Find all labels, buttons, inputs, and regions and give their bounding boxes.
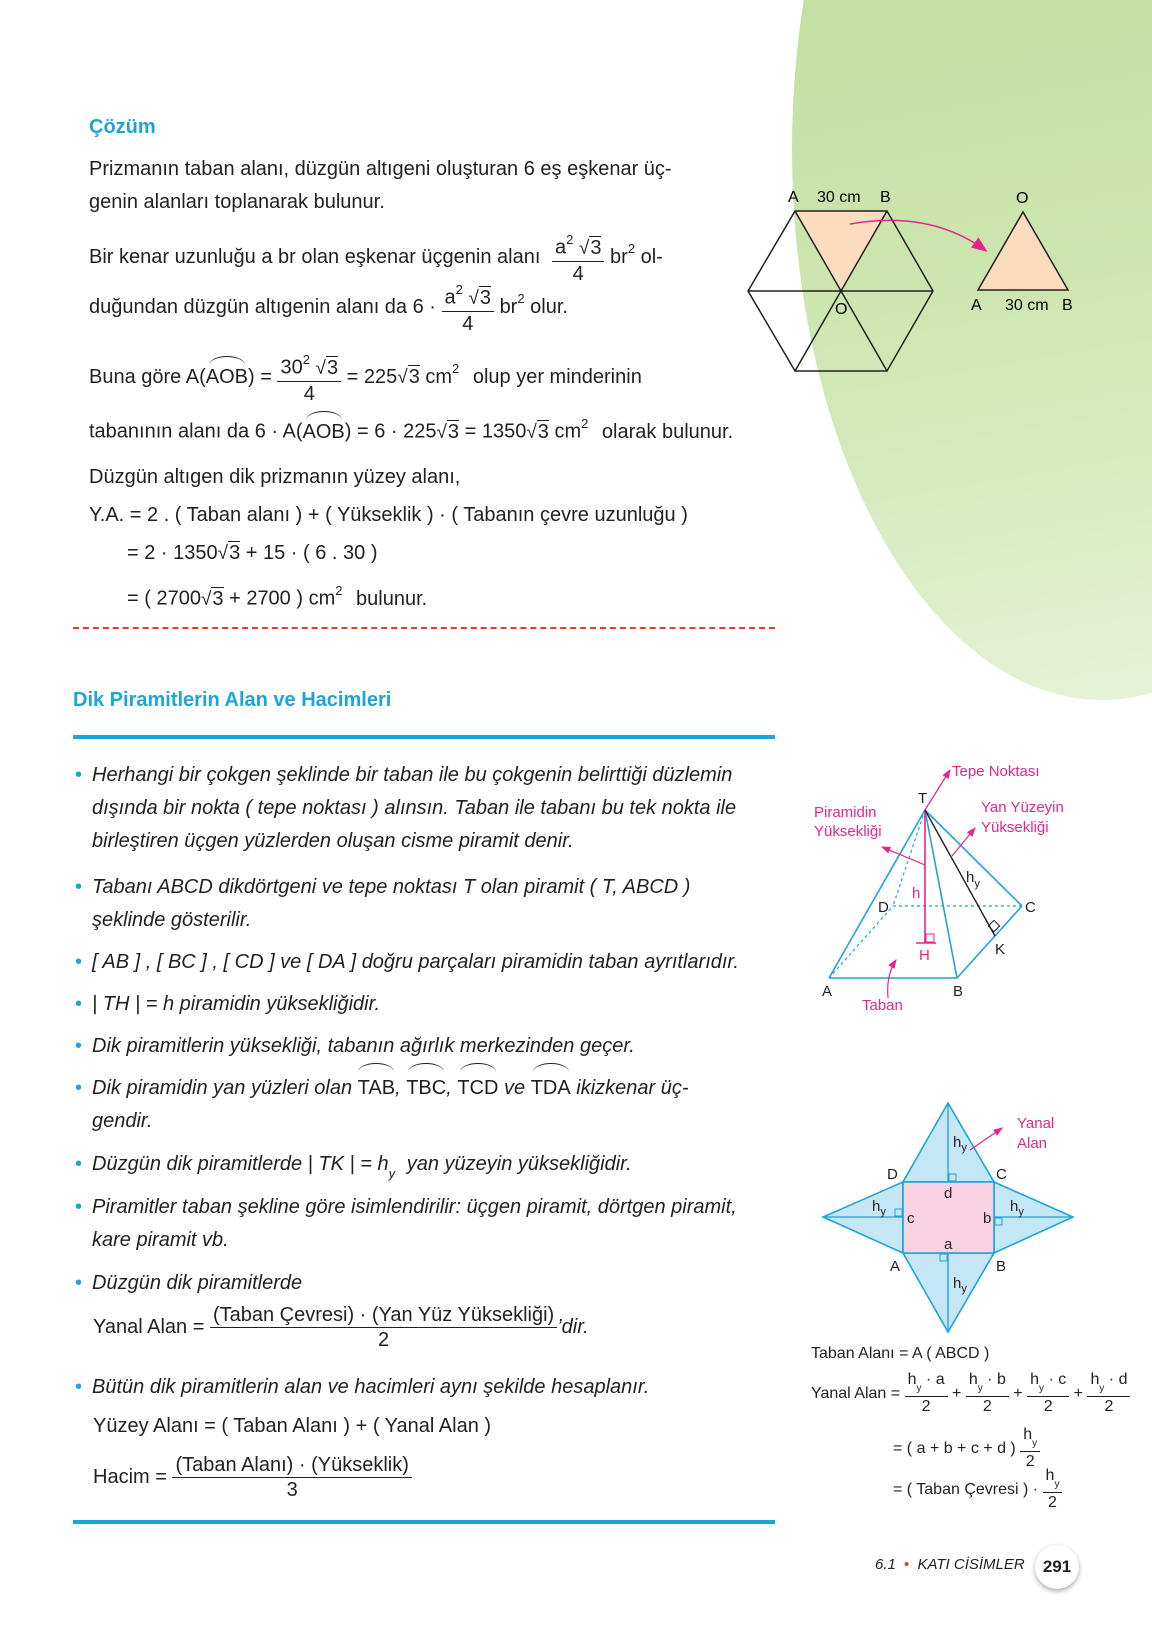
- text: ’dir.: [557, 1315, 589, 1338]
- label-c: C: [1025, 899, 1036, 916]
- text: a: [935, 1371, 945, 1388]
- text: = 1350: [464, 420, 527, 443]
- tri-label-b: B: [1062, 297, 1073, 314]
- solution-para1-line1: Prizmanın taban alanı, düzgün altıgeni oluşturan 6 eş eşkenar üç-: [89, 158, 672, 180]
- label-tepe: Tepe Noktası: [952, 763, 1040, 780]
- text: y: [388, 1166, 396, 1181]
- label-side-c: c: [907, 1210, 915, 1227]
- text: cm: [425, 366, 453, 389]
- moved-triangle: [978, 212, 1068, 290]
- text: = 2 · 1350: [127, 542, 218, 564]
- text: ,: [395, 1077, 401, 1099]
- solution-heading: Çözüm: [89, 116, 156, 138]
- text: 3: [590, 236, 602, 259]
- text: c: [1058, 1371, 1067, 1388]
- text: • Tabanı ABCD dikdörtgeni ve tepe noktası T olan piramit ( T, ABCD ): [92, 876, 691, 898]
- text: 2: [302, 352, 310, 367]
- label-c: C: [996, 1166, 1007, 1183]
- pyramid-figure: [800, 750, 1120, 1030]
- bullet-1: [92, 759, 772, 858]
- text: 2: [581, 416, 589, 431]
- label-b: B: [953, 983, 964, 1000]
- label-o: O: [835, 301, 848, 318]
- text: h: [953, 1134, 962, 1151]
- text: h: [1030, 1371, 1039, 1388]
- fraction: [172, 1453, 411, 1502]
- text: y: [1054, 1479, 1060, 1491]
- text: (Taban Alanı) · (Yükseklik): [172, 1453, 411, 1478]
- text: y: [961, 1283, 967, 1295]
- text: h: [872, 1198, 881, 1215]
- chapter-title: KATI CİSİMLER: [917, 1556, 1025, 1573]
- text: = ( a + b + c + d ): [893, 1439, 1016, 1457]
- text: • Düzgün dik piramitlerde: [92, 1272, 303, 1294]
- text: 3: [479, 286, 491, 309]
- text: 3: [229, 542, 241, 564]
- text: 2: [452, 361, 460, 377]
- label-t: T: [918, 790, 928, 807]
- solution-line8: = 2 · 1350√3 + 15 · ( 6 . 30 ): [127, 542, 378, 564]
- edge-bc: [957, 906, 1022, 978]
- text: 4: [303, 382, 315, 405]
- yanal-alan-formula: [93, 1303, 589, 1352]
- text: bulunur.: [356, 587, 428, 610]
- text: 2: [627, 241, 636, 257]
- text: • [ AB ] , [ BC ] , [ CD ] ve [ DA ] doğru parçaları piramidin taban ayrıtlarıdır.: [92, 951, 739, 973]
- bullet-10: [92, 1371, 649, 1404]
- bullet-3: [92, 946, 739, 979]
- label-d: D: [887, 1166, 898, 1183]
- label-h-point: H: [919, 947, 930, 964]
- text: 3: [212, 587, 224, 610]
- text: y: [1099, 1383, 1105, 1395]
- text: 2: [566, 232, 574, 247]
- label-k: K: [995, 941, 1006, 958]
- term-c: $\frac{h_y \cdot c}{2}$: [1027, 1370, 1069, 1417]
- text: h: [953, 1275, 962, 1292]
- text: dışında bir nokta ( tepe noktası ) alınsın. Taban ile tabanı bu tek nokta ile: [92, 797, 737, 819]
- fraction-a2sqrt3-over-4: $\frac{a^2 √3}{4}$: [552, 230, 604, 286]
- face-tab: TAB: [358, 1072, 395, 1105]
- text: y: [1032, 1438, 1038, 1450]
- text: yan yüzeyin yüksekliğidir.: [406, 1153, 632, 1175]
- text: birleştiren üçgen yüzlerden oluşan cisme piramit denir.: [92, 830, 574, 852]
- label-b: B: [996, 1258, 1007, 1275]
- label-d: D: [878, 899, 889, 916]
- solution-line6: Düzgün altıgen dik prizmanın yüzey alanı,: [89, 466, 461, 488]
- bullet-7: [92, 1148, 632, 1187]
- bullet-dot-icon: •: [904, 1556, 910, 1573]
- text: 3: [408, 366, 420, 389]
- text: a: [554, 236, 567, 259]
- label-side-b: b: [983, 1210, 992, 1227]
- label-piramidin-1: Piramidin: [814, 804, 877, 821]
- section-top-rule: [73, 735, 775, 739]
- face-tbc: TBC: [406, 1072, 446, 1105]
- text: 3: [286, 1479, 298, 1501]
- solution-para1-line2: genin alanları toplanarak bulunur.: [89, 191, 385, 213]
- bullet-5: [92, 1030, 635, 1063]
- term-a: $\frac{h_y \cdot a}{2}$: [905, 1370, 948, 1417]
- text: + 15 · ( 6 . 30 ): [245, 542, 378, 564]
- text: Hacim =: [93, 1465, 167, 1488]
- bullet-9: [92, 1267, 302, 1300]
- text: d: [1118, 1371, 1128, 1388]
- solution-line4: Buna göre A(AOB) = $\frac{30^2 √3}{4}$ = 225√3 $cm^2$ olup yer minderinin: [89, 352, 642, 405]
- bullet-6: [92, 1072, 689, 1138]
- page-number: 291: [1035, 1545, 1079, 1589]
- solution-para2: [89, 230, 663, 286]
- slant-arrow: [952, 828, 975, 856]
- text: • Bütün dik piramitlerin alan ve hacimleri aynı şekilde hesaplanır.: [92, 1376, 650, 1398]
- label-piramidin-2: Yüksekliği: [814, 823, 882, 840]
- text: 2: [1025, 1453, 1035, 1471]
- yuzey-alani-formula: Yüzey Alanı = ( Taban Alanı ) + ( Yanal Alan ): [93, 1415, 492, 1437]
- text: cm: [554, 420, 582, 443]
- tri-label-side: 30 cm: [1005, 297, 1049, 314]
- text: 2: [517, 291, 525, 307]
- text: ve: [504, 1077, 526, 1099]
- label-yan-2: Yüksekliği: [981, 819, 1049, 836]
- text: ) =: [248, 366, 272, 389]
- text: şeklinde gösterilir.: [92, 909, 252, 931]
- text: Buna göre A(: [89, 366, 206, 389]
- text: + 2700 ) cm: [229, 587, 336, 610]
- solution-line5: tabanının alanı da 6 · A(AOB) = 6 · 225√3 = 1350√3 $cm^2$ olarak bulunur.: [89, 416, 734, 443]
- text: ikizkenar üç-: [576, 1077, 689, 1099]
- label-a: A: [890, 1258, 901, 1275]
- label-taban: Taban: [862, 997, 903, 1014]
- shaded-triangle: [795, 211, 887, 291]
- text: Yanal Alan =: [811, 1384, 901, 1402]
- text: h: [968, 1371, 978, 1388]
- fraction-30sq-sqrt3-over-4: $\frac{30^2 √3}{4}$: [277, 350, 341, 406]
- triangle-aob: AOB: [205, 366, 248, 389]
- section-number: 6.1: [875, 1556, 896, 1573]
- term-d: $\frac{h_y \cdot d}{2}$: [1087, 1370, 1130, 1417]
- yanal-alan-line4: [893, 1466, 1062, 1513]
- text: ol-: [640, 246, 663, 269]
- label-yanal-2: Alan: [1017, 1135, 1048, 1152]
- text: h: [966, 869, 975, 886]
- text: 2: [378, 1329, 390, 1351]
- text: olarak bulunur.: [601, 420, 734, 443]
- text: 2: [982, 1398, 992, 1416]
- text: = 225: [346, 366, 398, 389]
- section-bottom-rule: [73, 1520, 775, 1524]
- tri-label-a: A: [971, 297, 982, 314]
- text: 2: [335, 583, 343, 598]
- text: gendir.: [92, 1110, 153, 1132]
- bullet-8: [92, 1191, 737, 1257]
- text: y: [974, 878, 980, 890]
- yanal-arrow: [970, 1128, 1002, 1150]
- label-side-a: a: [944, 1236, 953, 1253]
- text: h: [1090, 1371, 1100, 1388]
- text: b: [996, 1371, 1006, 1388]
- text: 30: [280, 356, 303, 379]
- text: y: [1018, 1206, 1024, 1218]
- text: h: [907, 1371, 917, 1388]
- text: h: [1023, 1426, 1033, 1443]
- bullet-4: [92, 988, 380, 1021]
- text: 2: [455, 282, 463, 297]
- label-b: B: [880, 189, 891, 206]
- text: y: [961, 1142, 967, 1154]
- text: • | TH | = h piramidin yüksekliğidir.: [92, 993, 381, 1015]
- text: Düzgün dik piramitlerde | TK | = h: [92, 1153, 389, 1175]
- text: y: [880, 1206, 886, 1218]
- text: kare piramit vb.: [92, 1229, 229, 1251]
- text: y: [1039, 1383, 1044, 1395]
- section-heading: Dik Piramitlerin Alan ve Hacimleri: [73, 689, 392, 711]
- text: ,: [446, 1077, 452, 1099]
- text: = ( Taban Çevresi ) ·: [893, 1480, 1039, 1498]
- text: h: [1010, 1198, 1019, 1215]
- text: (Taban Çevresi) · (Yan Yüz Yüksekliği): [210, 1303, 557, 1328]
- face-tcd: TCD: [457, 1072, 498, 1105]
- label-yan-1: Yan Yüzeyin: [981, 799, 1064, 816]
- text: 2: [1048, 1494, 1057, 1512]
- text: olur.: [530, 296, 568, 319]
- text: a: [444, 286, 456, 309]
- tepe-arrow: [925, 770, 950, 810]
- pyramid-net-figure: [810, 1090, 1110, 1350]
- text: Yanal Alan =: [93, 1315, 205, 1338]
- text: 2: [1043, 1398, 1053, 1416]
- hacim-formula: [93, 1453, 412, 1502]
- text: 2: [921, 1398, 931, 1416]
- solution-line9: = ( 2700√3 + 2700 ) $cm^2$ bulunur.: [127, 583, 428, 610]
- text: • Dik piramitlerin yüksekliği, tabanın ağırlık merkezinden geçer.: [92, 1035, 635, 1057]
- dashed-separator: [73, 627, 775, 629]
- text: ) = 6 · 225: [344, 420, 437, 443]
- text: 2: [1104, 1398, 1114, 1416]
- label-yanal-1: Yanal: [1017, 1115, 1055, 1132]
- right-angle-h: [926, 934, 934, 942]
- text: 4: [462, 312, 474, 335]
- text: • Piramitler taban şekline göre isimlendirilir: üçgen piramit, dörtgen piramit,: [92, 1196, 737, 1218]
- hexagon-figure: [730, 180, 1090, 380]
- fraction-a2sqrt3-over-4: $\frac{a^2 √3}{4}$: [442, 280, 494, 336]
- text: br: [499, 296, 518, 319]
- text: 3: [537, 420, 549, 443]
- label-side: 30 cm: [817, 189, 861, 206]
- tri-label-o: O: [1016, 190, 1029, 207]
- text: Dik piramidin yan yüzleri olan: [92, 1077, 353, 1099]
- taban-arrow: [888, 960, 896, 998]
- text: • Herhangi bir çokgen şeklinde bir taban ile bu çokgenin belirttiği düzlemin: [92, 764, 733, 786]
- yanal-alan-sum-formula: Yanal Alan = $\frac{h_y \cdot a}{2}$ + $\frac{h_y \cdot b}{2}$ + $\frac{h_y \cdot c}{2}$ + $\frac{h_y \cdot d}{2}$: [811, 1370, 1130, 1417]
- text: 4: [572, 262, 584, 285]
- triangle-aob: AOB: [302, 420, 345, 443]
- label-side-d: d: [944, 1185, 953, 1202]
- text: y: [916, 1383, 922, 1395]
- edge-ad-hidden: [829, 906, 893, 978]
- solution-line7: Y.A. = 2 . ( Taban alanı ) + ( Yükseklik ) · ( Tabanın çevre uzunluğu ): [89, 504, 688, 526]
- text: Bir kenar uzunluğu a br olan eşkenar üçgenin alanı: [89, 246, 541, 269]
- hy-over-2: [1043, 1466, 1063, 1513]
- text: tabanının alanı da 6 · A(: [89, 420, 303, 443]
- text: 3: [326, 356, 339, 379]
- face-tda: TDA: [531, 1072, 571, 1105]
- fraction: [210, 1303, 557, 1352]
- label-a: A: [822, 983, 833, 1000]
- text: 3: [447, 420, 460, 443]
- text: duğundan düzgün altıgenin alanı da 6 ·: [89, 296, 436, 319]
- label-h: h: [912, 885, 921, 902]
- taban-alani-formula: Taban Alanı = A ( ABCD ): [811, 1345, 990, 1362]
- text: = ( 2700: [127, 587, 201, 610]
- text: olup yer minderinin: [472, 366, 642, 389]
- solution-para3: [89, 280, 568, 336]
- term-b: $\frac{h_y \cdot b}{2}$: [966, 1370, 1009, 1417]
- text: br: [610, 246, 628, 269]
- text: y: [977, 1383, 983, 1395]
- text: h: [1045, 1467, 1055, 1484]
- bullet-2: [92, 871, 690, 937]
- label-a: A: [788, 189, 799, 206]
- footer-chapter: [875, 1556, 1025, 1573]
- height-arrow: [882, 847, 925, 865]
